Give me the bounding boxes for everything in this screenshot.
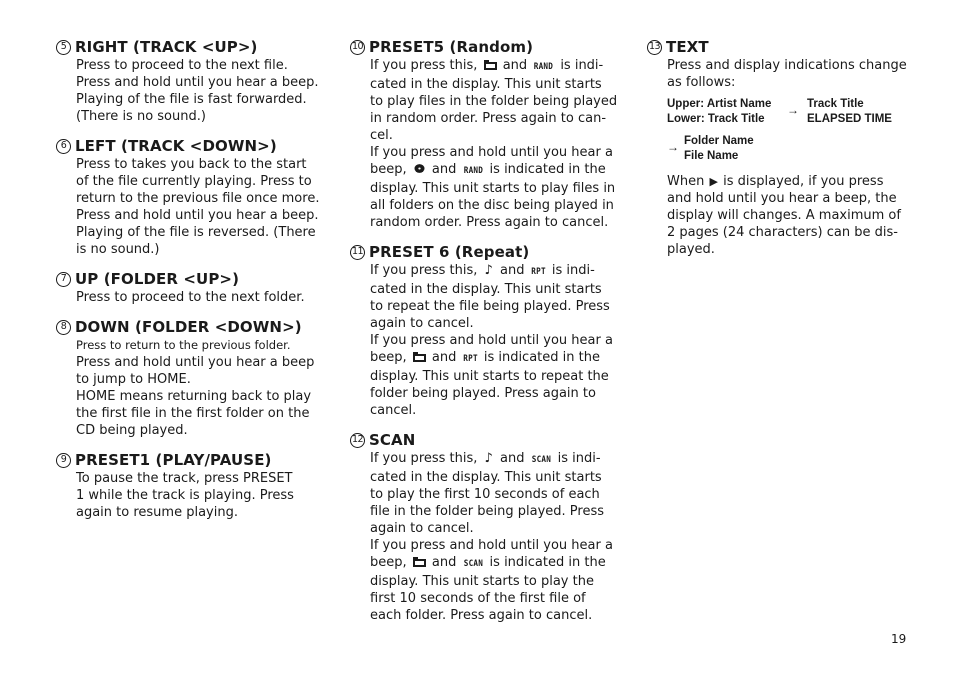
section-number: 9 xyxy=(56,453,71,468)
body-line: as follows: xyxy=(667,75,736,90)
section-body xyxy=(56,337,328,439)
body-line: cated in the display. This unit starts xyxy=(370,282,602,297)
music-note-icon: ♪ xyxy=(484,263,493,278)
section-body xyxy=(350,450,622,624)
arrow-right-icon: → xyxy=(667,140,679,154)
section-body xyxy=(350,57,622,231)
body-line xyxy=(370,450,622,469)
body-line: again to cancel. xyxy=(370,316,474,331)
section-title: PRESET5 (Random) xyxy=(369,38,534,56)
body-line: If you press and hold until you hear a xyxy=(370,333,613,348)
body-line: in random order. Press again to can- xyxy=(370,111,607,126)
body-line: Press and hold until you hear a beep xyxy=(76,355,315,370)
section-title: UP (FOLDER <UP>) xyxy=(75,270,240,288)
rand-indicator: RAND xyxy=(463,166,483,176)
column-right xyxy=(647,38,919,270)
section-scan xyxy=(350,431,622,624)
text-run: and xyxy=(499,263,525,278)
section-heading xyxy=(56,38,328,56)
body-line: display will changes. A maximum of xyxy=(667,208,901,223)
display-state-folder-file xyxy=(684,134,754,164)
section-number: 10 xyxy=(350,40,365,55)
text-run: is indi- xyxy=(551,263,595,278)
body-line: HOME means returning back to play xyxy=(76,389,312,404)
body-line: return to the previous file once more. xyxy=(76,191,320,206)
body-line: file in the folder being played. Press xyxy=(370,504,604,519)
play-triangle-icon: ▶ xyxy=(709,175,718,188)
section-title: RIGHT (TRACK <UP>) xyxy=(75,38,258,56)
text-run: and xyxy=(499,451,525,466)
folder-icon xyxy=(484,60,497,70)
text-run: and xyxy=(502,58,528,73)
text-run: When xyxy=(667,174,705,189)
text-run: beep, xyxy=(370,350,407,365)
section-heading xyxy=(56,137,328,155)
section-heading xyxy=(56,270,328,288)
body-line: cated in the display. This unit starts xyxy=(370,470,602,485)
rpt-indicator: RPT xyxy=(530,267,546,277)
arrow-right-icon: → xyxy=(787,103,799,117)
text-run: is indicated in the xyxy=(489,555,606,570)
display-state-line: Folder Name xyxy=(684,135,754,147)
display-state-artist-track xyxy=(667,97,787,127)
display-cycle-row xyxy=(667,97,919,127)
section-preset1-play-pause xyxy=(56,451,328,521)
display-state-line: Upper: Artist Name xyxy=(667,98,772,110)
body-line: CD being played. xyxy=(76,423,188,438)
section-title: PRESET 6 (Repeat) xyxy=(369,243,530,261)
music-note-icon: ♪ xyxy=(484,451,493,466)
section-body xyxy=(350,262,622,419)
section-number: 8 xyxy=(56,320,71,335)
text-run: is indicated in the xyxy=(489,162,606,177)
body-line: cancel. xyxy=(370,403,417,418)
body-line: Playing of the file is fast forwarded. xyxy=(76,92,307,107)
section-up-folder-up xyxy=(56,270,328,306)
body-line xyxy=(370,262,622,281)
body-line: display. This unit starts to repeat the xyxy=(370,369,609,384)
body-line: 2 pages (24 characters) can be dis- xyxy=(667,225,898,240)
body-line-small: Press to return to the previous folder. xyxy=(76,338,291,352)
rand-indicator: RAND xyxy=(534,62,554,72)
page-number: 19 xyxy=(891,632,907,646)
display-cycle-diagram xyxy=(667,97,919,164)
text-run: If you press this, xyxy=(370,58,478,73)
display-state-line: File Name xyxy=(684,150,739,162)
section-number: 6 xyxy=(56,139,71,154)
section-number: 12 xyxy=(350,433,365,448)
body-line: to play the first 10 seconds of each xyxy=(370,487,600,502)
text-run: beep, xyxy=(370,162,407,177)
text-run: is indi- xyxy=(560,58,604,73)
text-run: and xyxy=(431,350,457,365)
section-number: 11 xyxy=(350,245,365,260)
section-text xyxy=(647,38,919,258)
body-line: cated in the display. This unit starts xyxy=(370,77,602,92)
body-line: Playing of the file is reversed. (There xyxy=(76,225,316,240)
body-line xyxy=(667,173,919,190)
body-line: to repeat the file being played. Press xyxy=(370,299,610,314)
body-line: played. xyxy=(667,242,715,257)
body-line: Press to proceed to the next folder. xyxy=(76,290,305,305)
folder-icon xyxy=(413,557,426,567)
section-heading xyxy=(350,38,622,56)
display-state-line: ELAPSED TIME xyxy=(807,113,892,125)
body-line: Press and hold until you hear a beep. xyxy=(76,208,319,223)
body-line: random order. Press again to cancel. xyxy=(370,215,609,230)
body-line: Press and display indications change xyxy=(667,58,907,73)
column-left xyxy=(56,38,328,533)
section-preset6-repeat xyxy=(350,243,622,419)
section-heading xyxy=(56,451,328,469)
text-run: and xyxy=(431,162,457,177)
body-line: is no sound.) xyxy=(76,242,160,257)
section-preset5-random xyxy=(350,38,622,231)
body-line: and hold until you hear a beep, the xyxy=(667,191,897,206)
body-line xyxy=(370,554,622,573)
body-line: of the file currently playing. Press to xyxy=(76,174,312,189)
body-line: Press to proceed to the next file. xyxy=(76,58,288,73)
section-heading xyxy=(56,318,328,336)
section-heading xyxy=(350,243,622,261)
body-line: again to resume playing. xyxy=(76,505,238,520)
text-run: is indi- xyxy=(557,451,601,466)
section-title: TEXT xyxy=(666,38,709,56)
section-title: DOWN (FOLDER <DOWN>) xyxy=(75,318,302,336)
body-line: each folder. Press again to cancel. xyxy=(370,608,593,623)
body-line: the first file in the first folder on the xyxy=(76,406,310,421)
section-title: LEFT (TRACK <DOWN>) xyxy=(75,137,277,155)
text-run: beep, xyxy=(370,555,407,570)
section-body xyxy=(56,57,328,125)
disc-icon xyxy=(414,163,425,174)
body-line: (There is no sound.) xyxy=(76,109,206,124)
body-line: 1 while the track is playing. Press xyxy=(76,488,294,503)
section-body xyxy=(56,289,328,306)
rpt-indicator: RPT xyxy=(462,354,478,364)
display-state-track-elapsed xyxy=(807,97,892,127)
text-run: is indicated in the xyxy=(483,350,600,365)
body-line: again to cancel. xyxy=(370,521,474,536)
body-line: to jump to HOME. xyxy=(76,372,191,387)
text-run: If you press this, xyxy=(370,451,478,466)
section-body xyxy=(56,156,328,258)
body-line: Press and hold until you hear a beep. xyxy=(76,75,319,90)
section-heading xyxy=(647,38,919,56)
body-line: If you press and hold until you hear a xyxy=(370,538,613,553)
body-line: all folders on the disc being played in xyxy=(370,198,614,213)
display-state-line: Lower: Track Title xyxy=(667,113,765,125)
display-state-line: Track Title xyxy=(807,98,864,110)
section-number: 13 xyxy=(647,40,662,55)
body-line: to play files in the folder being played xyxy=(370,94,618,109)
body-line: If you press and hold until you hear a xyxy=(370,145,613,160)
folder-icon xyxy=(413,352,426,362)
section-body xyxy=(647,57,919,91)
body-line: To pause the track, press PRESET xyxy=(76,471,293,486)
section-body xyxy=(647,173,919,258)
column-middle xyxy=(350,38,622,636)
section-number: 5 xyxy=(56,40,71,55)
section-title: SCAN xyxy=(369,431,416,449)
body-line: display. This unit starts to play the xyxy=(370,574,594,589)
display-cycle-row xyxy=(667,134,919,164)
scan-indicator: SCAN xyxy=(531,455,551,465)
body-line: cel. xyxy=(370,128,393,143)
text-run: If you press this, xyxy=(370,263,478,278)
section-left-track-down xyxy=(56,137,328,258)
section-heading xyxy=(350,431,622,449)
body-line xyxy=(370,57,622,76)
body-line: Press to takes you back to the start xyxy=(76,157,307,172)
text-run: and xyxy=(431,555,457,570)
body-line: display. This unit starts to play files in xyxy=(370,181,616,196)
text-run: is displayed, if you press xyxy=(723,174,884,189)
section-title: PRESET1 (PLAY/PAUSE) xyxy=(75,451,272,469)
body-line xyxy=(370,349,622,368)
section-body xyxy=(56,470,328,521)
section-down-folder-down xyxy=(56,318,328,439)
body-line xyxy=(370,161,622,180)
body-line: folder being played. Press again to xyxy=(370,386,596,401)
section-right-track-up xyxy=(56,38,328,125)
body-line: first 10 seconds of the first file of xyxy=(370,591,586,606)
scan-indicator: SCAN xyxy=(463,559,483,569)
section-number: 7 xyxy=(56,272,71,287)
